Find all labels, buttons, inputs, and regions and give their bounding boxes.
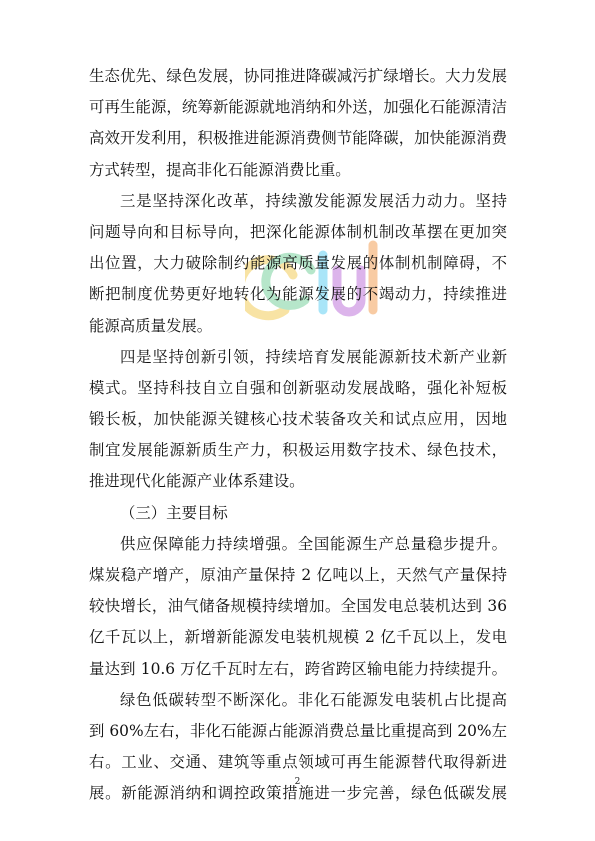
- text-line: 可再生能源，统筹新能源就地消纳和外送，加强化石能源清洁: [89, 98, 507, 117]
- text-line: 问题导向和目标导向，把深化能源体制机制改革摆在更加突: [89, 222, 507, 241]
- text-line: 模式。坚持科技自立自强和创新驱动发展战略，强化补短板: [89, 378, 507, 397]
- text-line: 出位置，大力破除制约能源高质量发展的体制机制障碍，不: [89, 254, 507, 273]
- text-line: 供应保障能力持续增强。全国能源生产总量稳步提升。: [120, 534, 507, 553]
- text-line: 高效开发利用，积极推进能源消费侧节能降碳，加快能源消费: [89, 129, 507, 148]
- text-line: 右。工业、交通、建筑等重点领域可再生能源替代取得新进: [89, 753, 507, 772]
- text-line: 生态优先、绿色发展，协同推进降碳减污扩绿增长。大力发展: [89, 67, 507, 85]
- text-line: 四是坚持创新引领，持续培育发展能源新技术新产业新: [120, 347, 507, 366]
- text-line: 绿色低碳转型不断深化。非化石能源发电装机占比提高: [120, 690, 507, 709]
- text-line: 煤炭稳产增产，原油产量保持 2 亿吨以上，天然气产量保持: [89, 566, 507, 584]
- text-line: 三是坚持深化改革，持续激发能源发展活力动力。坚持: [120, 191, 507, 210]
- text-line: 断把制度优势更好地转化为能源发展的不竭动力，持续推进: [89, 285, 507, 304]
- section-heading: （三）主要目标: [120, 503, 228, 522]
- text-line: 锻长板，加快能源关键核心技术装备攻关和试点应用，因地: [89, 410, 507, 429]
- text-line: 较快增长，油气储备规模持续增加。全国发电总装机达到 36: [89, 597, 507, 616]
- text-line: 能源高质量发展。: [89, 316, 213, 335]
- text-line: 推进现代化能源产业体系建设。: [89, 472, 305, 491]
- text-line: 展。新能源消纳和调控政策措施进一步完善，绿色低碳发展: [89, 784, 507, 803]
- text-line: 方式转型，提高非化石能源消费比重。: [89, 160, 351, 179]
- body-text: [89, 61, 507, 810]
- text-line: 量达到 10.6 万亿千瓦时左右，跨省跨区输电能力持续提升。: [89, 659, 507, 678]
- page-number: 2: [294, 777, 301, 787]
- text-line: 到 60%左右，非化石能源占能源消费总量比重提高到 20%左: [89, 721, 507, 740]
- text-line: 制宜发展能源新质生产力，积极运用数字技术、绿色技术，: [89, 441, 507, 460]
- text-line: 亿千瓦以上，新增新能源发电装机规模 2 亿千瓦以上，发电: [89, 628, 507, 647]
